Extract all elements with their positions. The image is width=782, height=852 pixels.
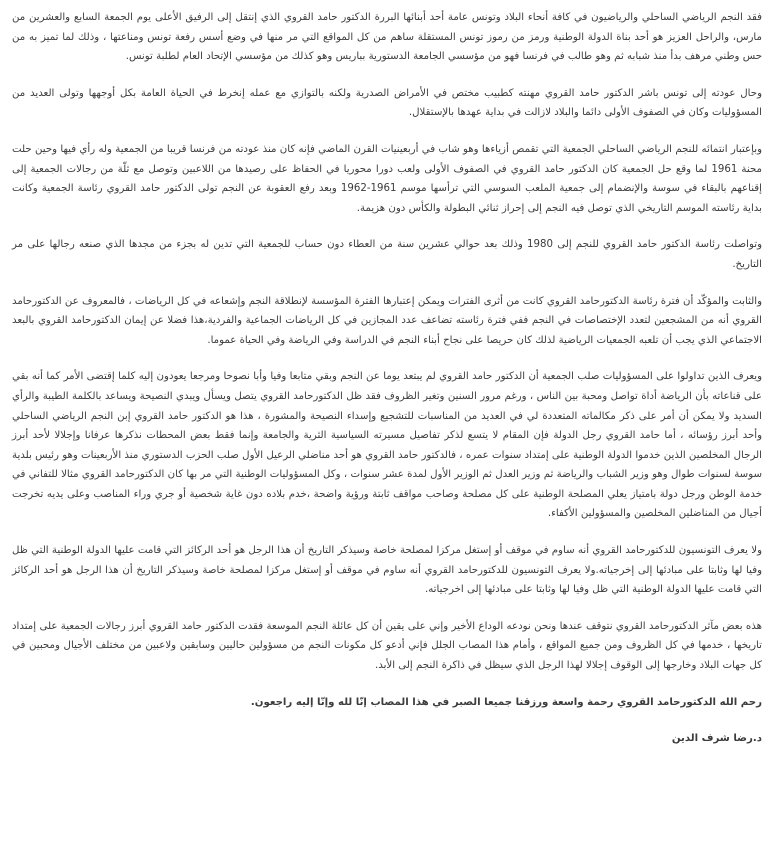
- paragraph-club-membership: وبإعتبار انتمائه للنجم الرياضي الساحلي الجمعية التي تقمص أزياءها وهو شاب في أربعينيات القرن الماضي فإنه كان منذ عودته من فرنسا قريبا من الجمعية وله رأي فيها وحين حلت محنة 1961 لما وقع حل الجمعية كان الدكتور حامد القروي في الصفوف الأولى ولعب دورا محوريا في الحفاظ على رصيدها من اللاعبين وتوصل مع ثلّة من رجالات الجمعية إلى إقناعهم بالبقاء في سوسة والإنضمام إلى جمعية الملعب السوسي التي ترأسها موسم 1961-1962 وبعد رفع العقوبة عن النجم تولى الدكتور حامد القروي رئاسة الجمعية وكانت بداية رئاسته الموسم التاريخي الذي توصل فيه النجم إلى إحراز ثنائي البطولة والكأس دون هزيمة.: [12, 143, 762, 214]
- paragraph-statesman-career: ويعرف الذين تداولوا على المسؤوليات صلب الجمعية أن الدكتور حامد القروي لم يبتعد يوما عن النجم وبقي متابعا وفيا وأبا نصوحا ومرجعا يعودون إليه كلما إقتضى الأمر كما أنه بقي على قناعاته بأن الرياضة أداة تواصل ومحبة بين الناس ، ورغم مرور السنين وتغير الظروف فقد ظل الدكتورحامد القروي يتصل ويسأل ويبدي النصيحة ويساعد بالكلمة الطيبة والرأي السديد ولا يمكن أن أمر على ذكر مكالماته المتعددة لي في العديد من المناسبات للتشجيع وإسداء النصيحة والمشورة ، هذا هو الدكتور حامد القروي إبن النجم الرياضي الساحلي وأحد أبرز رؤسائه ، أما حامد القروي رجل الدولة فإن المقام لا يتسع لذكر تفاصيل مسيرته السياسية الثرية والجامعة وإنما فقط بعض المحطات نذكرها عرفانا وإجلالا لأحد أبرز الرجال المخلصين الذين خدموا الدولة الوطنية على إمتداد سنوات عمره ، فالدكتور حامد القروي هو أحد مناضلي الرعيل الأول صلب الحزب الدستوري منذ الأربعينات وهو رئيس بلدية سوسة لسنوات طوال وهو وزير الشباب والرياضة ثم وزير العدل ثم الوزير الأول لمدة عشر سنوات ، وكل المسؤوليات الوطنية التي مر بها كان الدكتورحامد القروي مثالا للتفاني في خدمة الوطن ورجل دولة بامتياز يعلي المصلحة الوطنية على كل مصلحة وصاحب مواقف ثابتة ورؤية واضحة ،خدم بلاده دون غاية شخصية أو جري وراء المناصب وعلى يديه تخرجت أجيال من المناضلين المخلصين والمسؤولين الأكفاء.: [12, 371, 762, 520]
- paragraph-presidency-legacy: والثابت والمؤكّد أن فترة رئاسة الدكتورحامد القروي كانت من أثرى الفترات ويمكن إعتبارها الفترة المؤسسة لإنطلاقة النجم وإشعاعه في كل الرياضات ، فالمعروف عن الدكتورحامد القروي أنه من المشجعين لتعدد الإختصاصات في النجم ففي فترة رئاسته تضاعف عدد المجازين في كل الرياضات الجماعية والفردية،هذا فضلا عن إيمان الدكتورحامد القروي بالبعد الاجتماعي الذي يجب أن تلعبه الجمعيات الرياضية لذلك كان حريصا على نجاح أبناء النجم في الدراسة وفي الرياضة وفي الحياة عموما.: [12, 295, 762, 346]
- paragraph-integrity: ولا يعرف التونسيون للدكتورحامد القروي أنه ساوم في موقف أو إستغل مركزا لمصلحة خاصة وسيذكر التاريخ أن هذا الرجل هو أحد الركائز التي قامت عليها الدولة الوطنية التي ظل وفيا لها وثابتا على مبادئها إلى إخرجياته.ولا يعرف التونسيون للدكتورحامد القروي أنه ساوم في موقف أو إستغل مركزا لمصلحة خاصة وسيذكر التاريخ أن هذا الرجل هو أحد الركائز التي قامت عليها الدولة الوطنية التي ظل وفيا لها وثابتا على مبادئها إلى اخرجياته.: [12, 545, 762, 596]
- paragraph-presidency-until-1980: وتواصلت رئاسة الدكتور حامد القروي للنجم إلى 1980 وذلك بعد حوالي عشرين سنة من العطاء دون حساب للجمعية التي تدين له بجزء من مجدها الذي صنعه رجالها على مر التاريخ.: [12, 239, 762, 270]
- paragraph-farewell: هذه بعض مآثر الدكتورحامد القروي نتوقف عندها ونحن نودعه الوداع الأخير وإني على يقين أن كل عائلة النجم الموسعة فقدت الدكتور حامد القروي أبرز رجالات الجمعية على إمتداد تاريخها ، خدمها في كل الظروف ومن جميع المواقع ، وأمام هذا المصاب الجلل فإني أدعو كل مكونات النجم من مسؤولين حاليين وسابقين ولاعبين من مختلف الأجيال ومحبين في كل جهات البلاد وخارجها إلى الوقوف إجلالا لهذا الرجل الذي سيظل في ذاكرة النجم إلى الأبد.: [12, 620, 762, 672]
- paragraph-intro: فقد النجم الرياضي الساحلي والرياضيون في كافة أنحاء البلاد وتونس عامة أحد أبنائها البررة الدكتور حامد القروي الذي إنتقل إلى الرفيق الأعلى يوم الجمعة السابع والعشرين من مارس، والراحل العزيز هو أحد بناة الدولة الوطنية ورمز من رموز تونس المستقلة ساهم من كل المواقع التي مر منها في وضع أسس رفعة تونس ومناعتها ، وذلك لما تميز به من حس وطني مرهف بدأ منذ شبابه ثم وهو طالب في فرنسا فهو من مؤسسي الجامعة الدستورية بباريس وهو كذلك من مؤسسي الإتحاد العام لطلبة تونس.: [12, 12, 762, 63]
- closing-prayer: رحم الله الدكتورحامد القروي رحمة واسعة ورزقنا جميعا الصبر في هذا المصاب إنّا لله وإنّا إليه راجعون.: [250, 696, 762, 708]
- paragraph-return-to-tunisia: وحال عودته إلى تونس باشر الدكتور حامد القروي مهنته كطبيب مختص في الأمراض الصدرية ولكنه بالتوازي مع عمله إنخرط في الحياة العامة بكل أوجهها وتولى العديد من المسؤوليات وكان في الصفوف الأولى دائما والبلاد لازالت في بداية عهدها بالإستقلال.: [12, 87, 762, 119]
- author-signature: د.رضا شرف الدين: [671, 733, 762, 745]
